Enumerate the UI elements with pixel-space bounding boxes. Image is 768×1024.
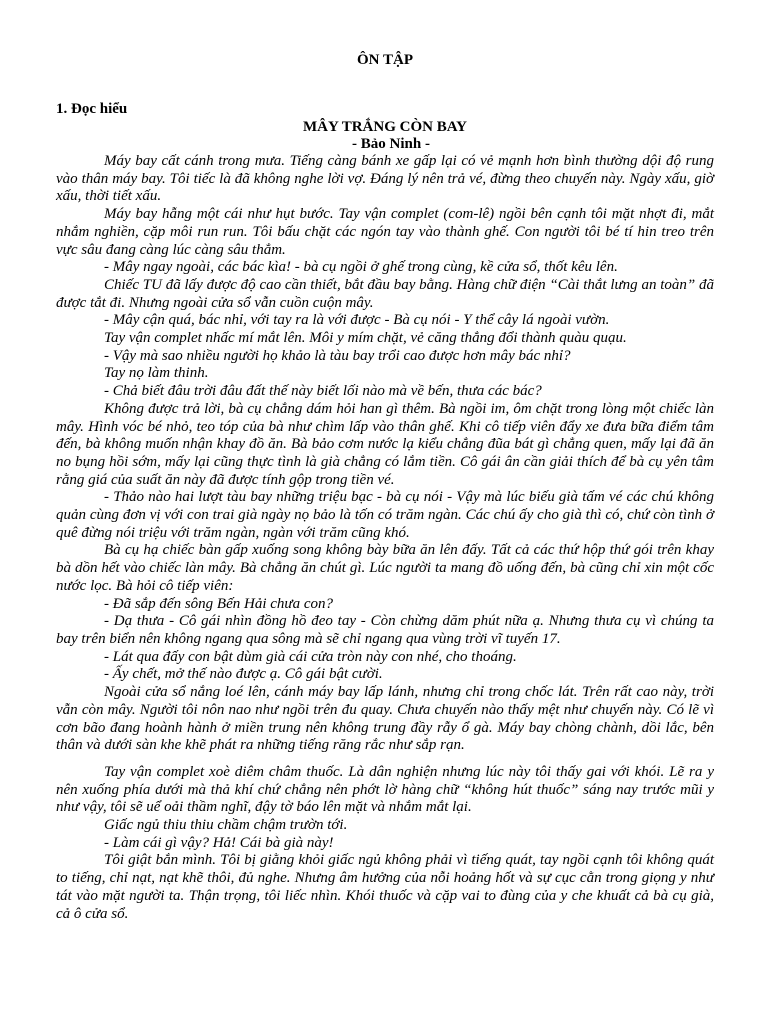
paragraph: - Mây ngay ngoài, các bác kìa! - bà cụ ngồi ở ghế trong cùng, kề cửa sổ, thốt kêu lên. <box>104 259 618 276</box>
paragraph: Không được trả lời, bà cụ chẳng dám hỏi han gì thêm. Bà ngồi im, ôm chặt trong lòng một chiếc làn mây. Hình vóc bé nhỏ, teo tóp của bà như chìm lấp vào thân ghế. Khi cô tiếp viên đẩy xe đưa bữa điểm tâm đến, bà không muốn nhận khay đồ ăn. Bà bảo cơm nước lạ kiểu chẳng đũa bát gì chẳng quen, mấy lại đã ăn no bụng hồi sớm, mấy lại cũng thực tình là già chẳng có lắm tiền. Cô gái ân cần giải thích để bà cụ yên tâm rằng giá của suất ăn này đã được tính gộp trong tiền vé. <box>56 400 714 488</box>
author-line: - Bảo Ninh - <box>352 136 430 152</box>
paragraph: Ngoài cửa sổ nắng loé lên, cánh máy bay lấp lánh, nhưng chỉ trong chốc lát. Trên rất cao này, trời vẫn còn mây. Người tôi nôn nao như ngồi trên đu quay. Chưa chuyến nào thấy mệt như chuyến này. Có lẽ vì cơn bão đang hoành hành ở miền trung nên không trung đầy rẫy ổ gà. Máy bay chòng chành, dồi lắc, bên thân và dưới sàn khe khẽ phát ra những tiếng răng rắc như sắp rạn. <box>56 684 714 754</box>
paragraph: Chiếc TU đã lấy được độ cao cần thiết, bắt đầu bay bằng. Hàng chữ điện “Cài thắt lưng an toàn” đã được tắt đi. Nhưng ngoài cửa sổ vẫn cuồn cuộn mây. <box>56 276 714 311</box>
paragraph: Máy bay hẫng một cái như hụt bước. Tay vận complet (com-lê) ngồi bên cạnh tôi mặt nhợt đi, mắt nhắm nghiền, cặp môi run run. Tôi bấu chặt các ngón tay vào thành ghế. Con người tôi bé tí hin treo trên vực sâu đang càng lúc càng sâu thẳm. <box>56 206 714 258</box>
paragraph: Giấc ngủ thiu thiu chầm chậm trườn tới. <box>104 817 348 834</box>
paragraph: - Mây cận quá, bác nhỉ, với tay ra là với được - Bà cụ nói - Y thể cây lá ngoài vườn. <box>104 312 610 329</box>
page-title: ÔN TẬP <box>357 52 413 68</box>
paragraph: Bà cụ hạ chiếc bàn gấp xuống song không bày bữa ăn lên đấy. Tất cả các thứ hộp thứ gói trên khay bà dồn hết vào chiếc làn mây. Bà chẳng ăn chút gì. Lúc người ta mang đồ uống đến, bà cũng chỉ xin một cốc nước lọc. Bà hỏi cô tiếp viên: <box>56 542 714 594</box>
paragraph: - Đã sắp đến sông Bến Hải chưa con? <box>104 595 333 612</box>
paragraph: - Lát qua đấy con bật dùm già cái cửa tròn này con nhé, cho thoáng. <box>104 648 517 665</box>
story-title: MÂY TRẮNG CÒN BAY <box>302 119 468 135</box>
paragraph: Tay nọ làm thinh. <box>104 365 209 382</box>
paragraph: Máy bay cất cánh trong mưa. Tiếng càng bánh xe gấp lại có vẻ mạnh hơn bình thường dội độ rung vào thân máy bay. Tôi tiếc là đã không nghe lời vợ. Đáng lý nên trả vé, đừng theo chuyến này. Ngày xấu, giờ xấu, thời tiết xấu. <box>56 153 714 205</box>
paragraph: - Chả biết đâu trời đâu đất thế này biết lối nào mà về bến, thưa các bác? <box>104 383 542 400</box>
paragraph: - Vậy mà sao nhiều người họ khảo là tàu bay trổi cao được hơn mây bác nhỉ? <box>104 347 571 364</box>
paragraph: - Dạ thưa - Cô gái nhìn đồng hồ đeo tay - Còn chừng dăm phút nữa ạ. Nhưng thưa cụ vì chúng ta bay trên biển nên không ngang qua sông mà sẽ chỉ ngang qua vùng trời vĩ tuyến 17. <box>56 613 714 647</box>
paragraph: Tay vận complet xoè diêm châm thuốc. Là dân nghiện nhưng lúc này tôi thấy gai với khói. Lẽ ra y nên xuống phía dưới mà thả khí chứ chẳng nên phớt lờ hàng chữ “không hút thuốc” sáng nay trước mũi y như vậy, tôi sẽ uể oải thầm nghĩ, đậy tờ báo lên mặt và nhắm mắt lại. <box>56 763 714 816</box>
paragraph: - Làm cái gì vậy? Hả! Cái bà già này! <box>104 834 334 851</box>
paragraph: Tôi giật bắn mình. Tôi bị giằng khỏi giấc ngủ không phải vì tiếng quát, tay ngồi cạnh tôi không quát to tiếng, chỉ nạt, nạt khẽ thôi, đủ nghe. Nhưng âm hưởng của nỗi hoảng hốt và sự cục cằn trong giọng y như tát vào mặt người ta. Thận trọng, tôi liếc nhìn. Khói thuốc và cặp vai to đùng của y che khuất cả bà cụ già, cả ô cửa sổ. <box>56 852 714 922</box>
paragraph: Tay vận complet nhấc mí mắt lên. Môi y mím chặt, vẻ căng thẳng đổi thành quàu quạu. <box>104 330 627 347</box>
paragraph: - Ấy chết, mở thế nào được ạ. Cô gái bật cười. <box>104 666 383 683</box>
paragraph: - Thảo nào hai lượt tàu bay những triệu bạc - bà cụ nói - Vậy mà lúc biếu già tấm vé các chú không quản cùng đơn vị với con trai già ngày nọ bảo là tốn có trăm ngàn. Các chú ấy cho già thì có, chứ còn tình ở quê đừng nói triệu với trăm ngàn, ngàn với trăm cũng khó. <box>56 489 714 541</box>
section-heading: 1. Đọc hiểu <box>56 101 128 117</box>
story-body <box>56 153 714 923</box>
